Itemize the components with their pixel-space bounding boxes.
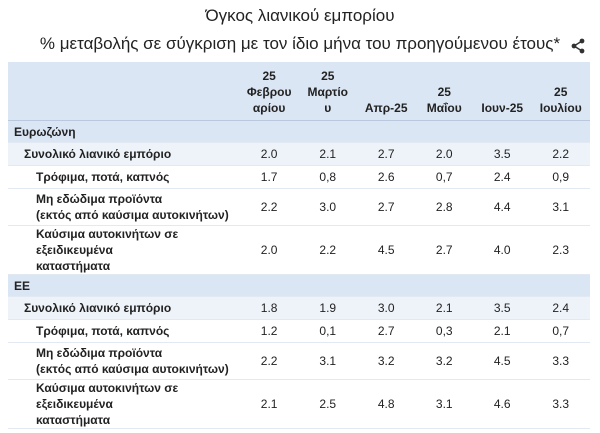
value-cell: 2.2	[531, 143, 590, 166]
table-row	[8, 166, 590, 189]
column-header-line: Φεβρου	[246, 85, 292, 99]
row-label	[8, 166, 240, 189]
value-cell: 3.1	[416, 380, 473, 429]
row-label	[8, 380, 240, 429]
value-cell: 3.5	[473, 297, 531, 320]
value-cell: 0,7	[531, 320, 590, 343]
row-label	[8, 226, 240, 275]
value-cell: 2.8	[416, 189, 473, 226]
value-cell: 3.3	[531, 380, 590, 429]
value-cell: 0,9	[531, 166, 590, 189]
value-cell: 4.0	[473, 226, 531, 275]
column-header-line: Απρ-25	[364, 101, 408, 115]
value-cell: 0,8	[299, 166, 357, 189]
column-header	[416, 62, 473, 121]
table-row	[8, 143, 590, 166]
table-row	[8, 343, 590, 380]
column-header	[531, 62, 590, 121]
value-cell: 3.0	[299, 189, 357, 226]
value-cell: 2.6	[357, 166, 416, 189]
table-row	[8, 380, 590, 429]
value-cell: 4.6	[473, 380, 531, 429]
table-row	[8, 297, 590, 320]
value-cell: 4.8	[357, 380, 416, 429]
column-header-line: 25	[321, 69, 335, 83]
column-header-line: υ	[324, 101, 332, 115]
value-cell: 2.7	[357, 143, 416, 166]
share-icon[interactable]	[570, 38, 586, 54]
value-cell: 4.4	[473, 189, 531, 226]
row-label-line: Συνολικό λιανικό εμπόριο	[24, 147, 172, 161]
row-label	[8, 297, 240, 320]
value-cell: 2.1	[473, 320, 531, 343]
value-cell: 3.1	[531, 189, 590, 226]
value-cell: 0,7	[416, 166, 473, 189]
row-label-line: (εκτός από καύσιμα αυτοκινήτων)	[36, 362, 229, 376]
column-header	[299, 62, 357, 121]
column-header-line: Ιουλίου	[539, 101, 582, 115]
value-cell: 1.8	[240, 297, 299, 320]
row-label-line: καταστήματα	[36, 259, 111, 273]
row-label	[8, 320, 240, 343]
section-row	[8, 121, 590, 143]
value-cell: 2.4	[531, 297, 590, 320]
value-cell: 3.1	[299, 343, 357, 380]
retail-volume-table	[8, 62, 590, 429]
row-label-line: Συνολικό λιανικό εμπόριο	[24, 301, 172, 315]
value-cell: 3.3	[531, 343, 590, 380]
value-cell: 2.0	[240, 143, 299, 166]
column-header	[357, 62, 416, 121]
value-cell: 3.0	[357, 297, 416, 320]
value-cell: 2.2	[299, 226, 357, 275]
page-title: Όγκος λιανικού εμπορίου	[205, 6, 395, 25]
column-header	[473, 62, 531, 121]
row-label-line: Μη εδώδιμα προϊόντα	[36, 346, 163, 360]
column-header-line: 25	[554, 85, 568, 99]
column-header	[240, 62, 299, 121]
value-cell: 2.7	[357, 320, 416, 343]
table-row	[8, 189, 590, 226]
value-cell: 2.2	[240, 343, 299, 380]
value-cell: 2.1	[416, 297, 473, 320]
row-label-line: (εκτός από καύσιμα αυτοκινήτων)	[36, 208, 229, 222]
row-label-line: Τρόφιμα, ποτά, καπνός	[36, 170, 170, 184]
row-label-line: Καύσιμα αυτοκινήτων σε εξειδικευμένα	[36, 381, 179, 411]
value-cell: 3.5	[473, 143, 531, 166]
row-label-line: Καύσιμα αυτοκινήτων σε εξειδικευμένα	[36, 227, 179, 257]
section-label: ΕΕ	[8, 275, 590, 297]
row-label-line: Μη εδώδιμα προϊόντα	[36, 192, 163, 206]
value-cell: 2.3	[531, 226, 590, 275]
value-cell: 0,1	[299, 320, 357, 343]
header-row	[8, 62, 590, 121]
value-cell: 2.5	[299, 380, 357, 429]
table-body	[8, 121, 590, 429]
row-label	[8, 143, 240, 166]
section-label: Ευρωζώνη	[8, 121, 590, 143]
value-cell: 1.9	[299, 297, 357, 320]
value-cell: 3.2	[416, 343, 473, 380]
value-cell: 2.7	[416, 226, 473, 275]
row-label-line: καταστήματα	[36, 413, 111, 427]
value-cell: 4.5	[473, 343, 531, 380]
row-label-line: Τρόφιμα, ποτά, καπνός	[36, 324, 170, 338]
value-cell: 2.1	[240, 380, 299, 429]
value-cell: 2.1	[299, 143, 357, 166]
page-subtitle: % μεταβολής σε σύγκριση με τον ίδιο μήνα του προηγούμενου έτους*	[39, 34, 561, 53]
table-header	[8, 62, 590, 121]
column-header-line: αρίου	[252, 101, 286, 115]
value-cell: 2.4	[473, 166, 531, 189]
table-row	[8, 226, 590, 275]
corner-cell	[8, 62, 240, 121]
value-cell: 2.2	[240, 189, 299, 226]
value-cell: 4.5	[357, 226, 416, 275]
value-cell: 1.2	[240, 320, 299, 343]
section-row	[8, 275, 590, 297]
column-header-line: 25	[437, 85, 451, 99]
column-header-line: Μαΐου	[426, 101, 462, 115]
value-cell: 2.7	[357, 189, 416, 226]
value-cell: 0,3	[416, 320, 473, 343]
row-label	[8, 343, 240, 380]
column-header-line: 25	[262, 69, 276, 83]
column-header-line: Μαρτίο	[307, 85, 348, 99]
table-row	[8, 320, 590, 343]
column-header-line: Ιουν-25	[481, 101, 524, 115]
value-cell: 1.7	[240, 166, 299, 189]
value-cell: 2.0	[416, 143, 473, 166]
chart-header	[0, 0, 600, 60]
row-label	[8, 189, 240, 226]
value-cell: 3.2	[357, 343, 416, 380]
value-cell: 2.0	[240, 226, 299, 275]
